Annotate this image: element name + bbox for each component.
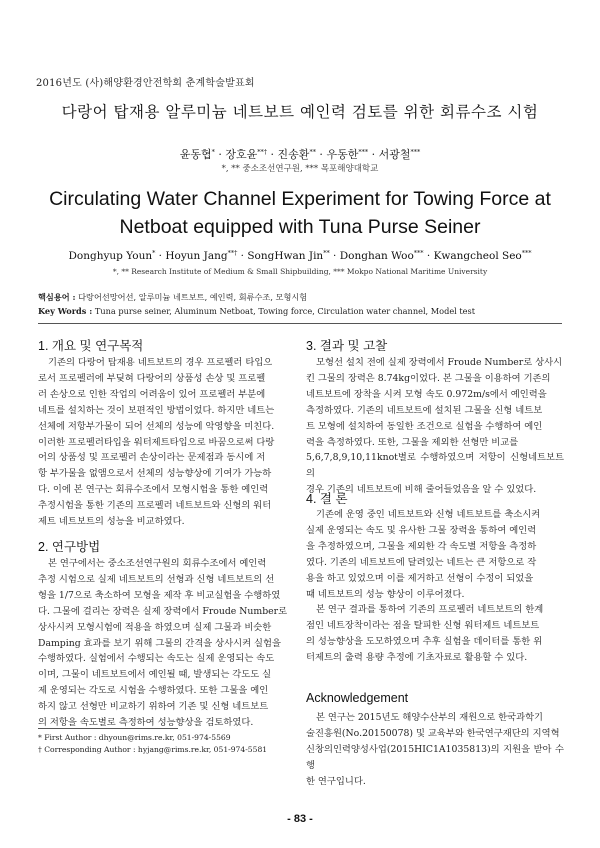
s3-line: 력을 측정하였다. 또한, 그물을 제외한 선형만 비교를 bbox=[306, 436, 519, 448]
keywords-english: Key Words : Tuna purse seiner, Aluminum Netboat, Towing force, Circulation water channel, Model test bbox=[38, 306, 476, 316]
s4-line: 실제 운영되는 속도 및 유사한 그물 장력을 통하여 예인력 bbox=[306, 524, 537, 536]
keywords-korean: 핵심용어 : 다랑어선망어선, 알루미늄 네트보트, 예인력, 회류수조, 모형시험 bbox=[38, 292, 308, 302]
s4-line: 을 추정하였으며, 그물을 제외한 각 속도별 저항을 측정하 bbox=[306, 540, 537, 552]
section-4-heading: 4. 결 론 bbox=[306, 492, 348, 506]
title-korean: 다랑어 탑재용 알루미늄 네트보트 예인력 검토를 위한 회류수조 시험 bbox=[61, 103, 539, 121]
s2-line: 이며, 그물이 네트보트에서 예인될 때, 발생되는 각도도 실 bbox=[38, 669, 272, 681]
s1-line: 기존의 다랑어 탑재용 네트보트의 경우 프로펠러 타입으 bbox=[48, 357, 273, 368]
author-en-5: Kwangcheol Seo*** bbox=[433, 249, 532, 262]
s3-line: 5,6,7,8,9,10,11knot별로 수행하였으며 저항이 신형네트보트의 bbox=[306, 452, 564, 480]
author-en-3: SongHwan Jin** bbox=[247, 249, 330, 262]
author-en-2: Hoyun Jang**† bbox=[165, 249, 238, 262]
s4-line: 용을 하고 있었으며 이를 제거하고 선형이 수정이 되었을 bbox=[306, 572, 534, 584]
s1-line: 제트 네트보트의 성능을 비교하였다. bbox=[38, 516, 185, 528]
affiliation-korean: *, ** 중소조선연구원, *** 목포해양대학교 bbox=[221, 164, 379, 174]
s1-line: 이러한 프로펠러타입을 워터제트타입으로 바꿈으로써 다랑 bbox=[38, 436, 275, 448]
s2-line: 제 운영되는 각도로 시험을 수행하였다. 또한 그물을 예인 bbox=[38, 685, 269, 697]
ack-line: 본 연구는 2015년도 해양수산부의 재원으로 한국과학기 bbox=[316, 712, 544, 723]
s1-line: 다. 이에 본 연구는 회류수조에서 모형시험을 통한 예인력 bbox=[38, 484, 269, 496]
title-english: Circulating Water Channel Experiment for Towing Force at Netboat equipped with Tuna Purse Seiner bbox=[49, 188, 551, 238]
s4-line: 의 성능향상을 도모하였으며 추후 실험을 데이터를 통한 위 bbox=[306, 636, 543, 648]
s1-line: 선체에 저항부가물이 되어 선체의 성능에 악영향을 미친다. bbox=[38, 420, 275, 432]
section-3-heading: 3. 결과 및 고찰 bbox=[306, 339, 388, 353]
s2-line: 의 저항을 속도별로 측정하여 성능향상을 검토하였다. bbox=[38, 717, 254, 729]
s2-line: 추정 시험으로 실제 네트보트의 선형과 신형 네트보트의 선 bbox=[38, 573, 275, 585]
s4-line: 였다. 기존의 네트보트에 달려있는 네트는 큰 저항으로 작 bbox=[306, 556, 537, 568]
page-number: - 83 - bbox=[287, 813, 313, 825]
footnote-first-author: * First Author : dhyoun@rims.re.kr, 051-974-5569 bbox=[38, 733, 231, 742]
s2-line: 다. 그물에 걸리는 장력은 실제 장력에서 Froude Number로 bbox=[38, 605, 288, 617]
authors-english: Donghyup Youn* · Hoyun Jang**† · SongHwan Jin** · Donghan Woo*** · Kwangcheol Seo*** bbox=[68, 249, 532, 262]
s1-line: 항 부가물을 없앰으로서 선체의 성능향상에 기여가 가능하 bbox=[38, 468, 272, 480]
authors-korean: 윤동협* · 장호윤**† · 진송환** · 우동한*** · 서광철*** bbox=[179, 148, 421, 161]
conference-header: 2016년도 (사)해양환경안전학회 춘계학술발표회 bbox=[36, 78, 255, 89]
author-ko-5: 서광철*** bbox=[378, 148, 421, 161]
s3-line: 트 모형에 설치하여 동일한 조건으로 실험을 수행하여 예인 bbox=[306, 420, 543, 432]
keywords-divider bbox=[38, 323, 562, 324]
s1-line: 추정시험을 통한 기존의 프로펠러 네트보트와 신형의 워터 bbox=[38, 500, 272, 512]
section-1-body bbox=[38, 355, 296, 530]
ack-line: 한 연구입니다. bbox=[306, 775, 366, 787]
acknowledgement-body bbox=[306, 710, 564, 790]
s3-line: 모형선 설치 전에 실제 장력에서 Froude Number로 상사시 bbox=[316, 357, 563, 368]
section-1-heading: 1. 개요 및 연구목적 bbox=[38, 339, 144, 353]
author-ko-3: 진송환** bbox=[277, 148, 316, 161]
s2-line: 상사시켜 모형시험에 적용을 하였으며 실제 그물과 비슷한 bbox=[38, 621, 272, 633]
s3-line: 경우 기존의 네트보트에 비해 줄어들었음을 알 수 있었다. bbox=[306, 484, 537, 496]
affiliation-english: *, ** Research Institute of Medium & Small Shipbuilding, *** Mokpo National Maritime University bbox=[112, 267, 488, 276]
section-2-body bbox=[38, 556, 296, 731]
section-3-body bbox=[306, 355, 564, 498]
s2-line: 형을 1/7으로 축소하여 모형을 제작 후 비교실험을 수행하였 bbox=[38, 589, 281, 601]
s4-line: 기존에 운영 중인 네트보트와 신형 네트보트를 축소시켜 bbox=[316, 509, 541, 520]
s2-line: 본 연구에서는 중소조선연구원의 회류수조에서 예인력 bbox=[48, 558, 267, 569]
s1-line: 네트를 설치하는 것이 보편적인 방법이었다. 하지만 네트는 bbox=[38, 404, 275, 416]
footnote-divider bbox=[38, 728, 178, 729]
s3-line: 네트보트에 장착을 시켜 모형 속도 0.972m/s에서 예인력을 bbox=[306, 388, 547, 400]
section-2-heading: 2. 연구방법 bbox=[38, 540, 101, 554]
author-ko-2: 장호윤**† bbox=[225, 148, 268, 161]
s3-line: 측정하였다. 기존의 네트보트에 설치된 그물을 신형 네트보 bbox=[306, 404, 543, 416]
s1-line: 러 손상으로 인한 작업의 어려움이 있어 프로펠러 부분에 bbox=[38, 388, 266, 400]
s1-line: 어의 상품성 및 프로펠러 손상이라는 문제점과 동시에 저 bbox=[38, 452, 266, 464]
footnote-corresponding-author: † Corresponding Author : hyjang@rims.re.kr, 051-974-5581 bbox=[38, 745, 268, 754]
s2-line: 하지 않고 선형만 비교하기 위하여 기존 및 신형 네트보트 bbox=[38, 701, 269, 713]
s4-line: 터제트의 출력 용량 추정에 기초자료로 활용할 수 있다. bbox=[306, 652, 528, 664]
author-en-4: Donghan Woo*** bbox=[339, 249, 424, 262]
s2-line: Damping 효과를 보기 위해 그물의 간격을 상사시켜 실험을 bbox=[38, 637, 281, 649]
s2-line: 수행하였다. 실험에서 수행되는 속도는 실제 운영되는 속도 bbox=[38, 653, 275, 665]
s4-line: 본 연구 결과를 통하여 기존의 프로펠러 네트보트의 한계 bbox=[316, 604, 544, 616]
section-4-body bbox=[306, 507, 564, 666]
s4-line: 점인 네트장착이라는 점을 탈피한 신형 워터제트 네트보트 bbox=[306, 620, 540, 632]
s1-line: 로서 프로펠러에 부딪혀 다랑어의 상품성 손상 및 프로펠 bbox=[38, 372, 266, 384]
author-ko-1: 윤동협* bbox=[179, 148, 215, 161]
ack-line: 술진흥원(No.20150078) 및 교육부와 한국연구재단의 지역혁 bbox=[306, 727, 560, 739]
author-en-1: Donghyup Youn* bbox=[68, 249, 156, 262]
acknowledgement-heading: Acknowledgement bbox=[306, 691, 409, 705]
s3-line: 킨 그물의 장력은 8.74kg이었다. 본 그물을 이용하여 기존의 bbox=[306, 372, 551, 384]
s4-line: 때 네트보트의 성능 향상이 이루어졌다. bbox=[306, 588, 465, 600]
author-ko-4: 우동한*** bbox=[326, 148, 369, 161]
ack-line: 신창의인력양성사업(2015HIC1A1035813)의 지원을 받아 수행 bbox=[306, 743, 564, 771]
